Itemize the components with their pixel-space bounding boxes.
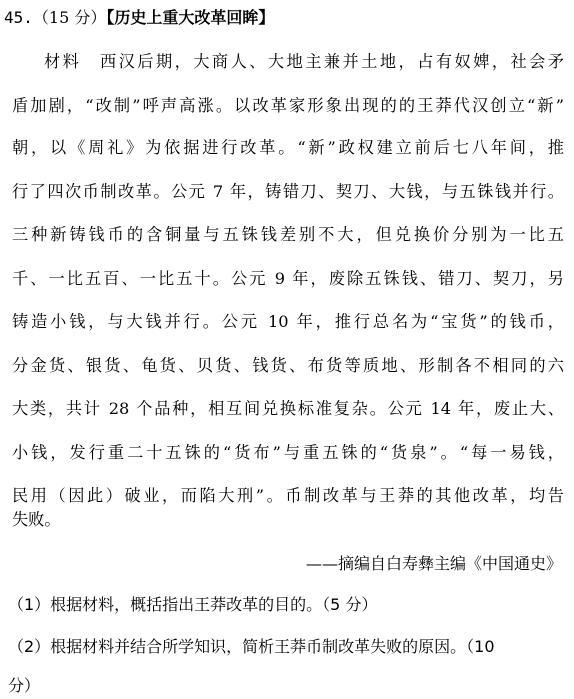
question-number: 45. <box>4 8 33 27</box>
material-line: 行了四次币制改革。公元 7 年，铸错刀、契刀、大钱，与五铢钱并行。 <box>12 182 564 201</box>
material-line: 三种新铸钱币的含铜量与五铢钱差别不大，但兑换价分别为一比五 <box>12 225 564 244</box>
question-heading <box>4 6 274 30</box>
question-title: 【历史上重大改革回眸】 <box>106 8 275 27</box>
material-line: 铸造小钱，与大钱并行。公元 10 年，推行总名为“宝货”的钱币， <box>12 312 564 331</box>
material-line: 朝，以《周礼》为依据进行改革。“新”政权建立前后七八年间，推 <box>12 138 564 157</box>
subquestion-1: （1）根据材料，概括指出王莽改革的目的。（5 分） <box>8 595 378 614</box>
material-source: ——摘编自白寿彝主编《中国通史》 <box>305 554 562 573</box>
material-line: 盾加剧，“改制”呼声高涨。以改革家形象出现的的王莽代汉创立“新” <box>12 96 564 115</box>
material-line: 失败。 <box>12 510 61 529</box>
material-line: 千、一比五百、一比五十。公元 9 年，废除五铢钱、错刀、契刀，另 <box>12 269 564 288</box>
material-line: 材料 西汉后期，大商人、大地主兼并土地，占有奴婢，社会矛 <box>44 52 564 71</box>
material-line: 分金货、银货、龟货、贝货、钱货、布货等质地、形制各不相同的六 <box>12 356 564 375</box>
material-line: 大类，共计 28 个品种，相互间兑换标准复杂。公元 14 年，废止大、 <box>12 399 564 418</box>
subquestion-2: （2）根据材料并结合所学知识，简析王莽币制改革失败的原因。（10 <box>8 637 495 656</box>
material-line: 民用（因此）破业，而陷大刑”。币制改革与王莽的其他改革，均告 <box>12 486 564 505</box>
subquestion-2-continued: 分） <box>8 676 41 695</box>
material-line: 小钱，发行重二十五铢的“货布”与重五铢的“货泉”。“每一易钱， <box>12 443 564 462</box>
question-score: （15 分） <box>32 8 107 27</box>
